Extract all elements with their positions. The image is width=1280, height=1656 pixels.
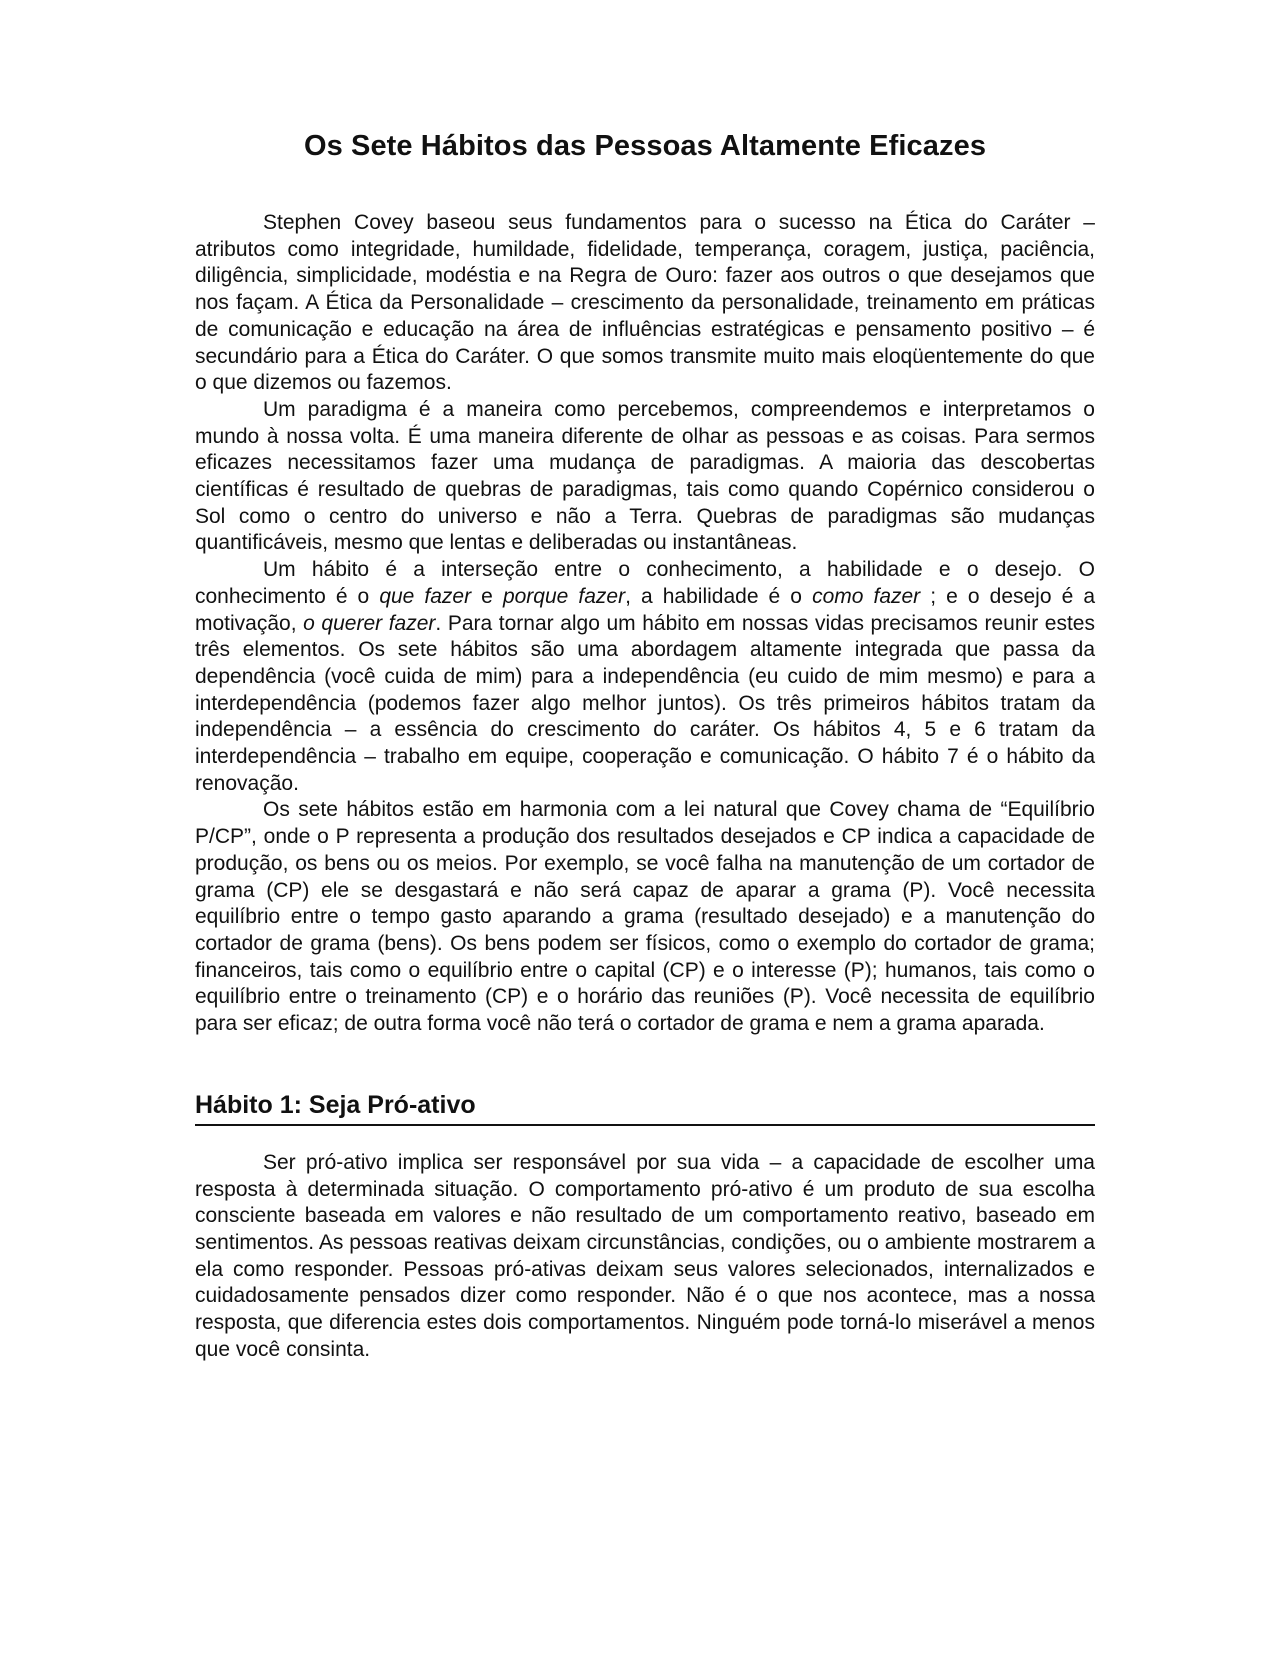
intro-body [195,210,1095,1038]
paragraph-text-segment: , a habilidade é o [625,584,813,608]
emphasis-como-fazer: como fazer [812,584,921,608]
paragraph-text-segment: . Para tornar algo um hábito em nossas vidas precisamos reunir estes três elementos. Os sete hábitos são uma abordagem altamente integrada que passa da dependência (você cuida de mim) para a independência (eu cuido de mim mesmo) e para a interdependência (podemos fazer algo melhor juntos). Os três primeiros hábitos tratam da independência – a essência do crescimento do caráter. Os hábitos 4, 5 e 6 tratam da interdependência – trabalho em equipe, cooperação e comunicação. O hábito 7 é o hábito da renovação. [195,611,1095,795]
emphasis-que-fazer: que fazer [379,584,472,608]
section-heading-habito-1: Hábito 1: Seja Pró-ativo [195,1088,1095,1126]
paragraph-paradigma: Um paradigma é a maneira como percebemos, compreendemos e interpretamos o mundo à nossa volta. É uma maneira diferente de olhar as pessoas e as coisas. Para sermos eficazes necessitamos fazer uma mudança de paradigmas. A maioria das descobertas científicas é resultado de quebras de paradigmas, tais como quando Copérnico considerou o Sol como o centro do universo e não a Terra. Quebras de paradigmas são mudanças quantificáveis, mesmo que lentas e deliberadas ou instantâneas. [195,397,1095,555]
paragraph-habito-definicao [195,557,1095,797]
paragraph-text-segment: ; e o desejo é a motivação, [195,584,1096,635]
document-page [195,126,1095,1363]
section-body-habito-1 [195,1150,1095,1364]
emphasis-querer-fazer: o querer fazer [303,611,436,635]
document-title: Os Sete Hábitos das Pessoas Altamente Eficazes [303,130,987,162]
emphasis-porque-fazer: porque fazer [502,584,626,608]
paragraph-pro-ativo: Ser pró-ativo implica ser responsável por sua vida – a capacidade de escolher uma resposta à determinada situação. O comportamento pró-ativo é um produto de sua escolha consciente baseada em valores e não resultado de um comportamento reativo, baseado em sentimentos. As pessoas reativas deixam circunstâncias, condições, ou o ambiente mostrarem a ela como responder. Pessoas pró-ativas deixam seus valores selecionados, internalizados e cuidadosamente pensados dizer como responder. Não é o que nos acontece, mas a nossa resposta, que diferencia estes dois comportamentos. Ninguém pode torná-lo miserável a menos que você consinta. [195,1150,1095,1361]
paragraph-equilibrio-pcp: Os sete hábitos estão em harmonia com a lei natural que Covey chama de “Equilíbrio P/CP”, onde o P representa a produção dos resultados desejados e CP indica a capacidade de produção, os bens ou os meios. Por exemplo, se você falha na manutenção de um cortador de grama (CP) ele se desgastará e não será capaz de aparar a grama (P). Você necessita equilíbrio entre o tempo gasto aparando a grama (resultado desejado) e a manutenção do cortador de grama (bens). Os bens podem ser físicos, como o exemplo do cortador de grama; financeiros, tais como o equilíbrio entre o capital (CP) e o interesse (P); humanos, tais como o equilíbrio entre o treinamento (CP) e o horário das reuniões (P). Você necessita de equilíbrio para ser eficaz; de outra forma você não terá o cortador de grama e nem a grama aparada. [195,798,1095,1036]
paragraph-text-segment: Um hábito é a interseção entre o conhecimento, a habilidade e o desejo. O conhecimento é o [195,558,1095,608]
paragraph-etica-carater: Stephen Covey baseou seus fundamentos para o sucesso na Ética do Caráter – atributos como integridade, humildade, fidelidade, temperança, coragem, justiça, paciência, diligência, simplicidade, modéstia e na Regra de Ouro: fazer aos outros o que desejamos que nos façam. A Ética da Personalidade – crescimento da personalidade, treinamento em práticas de comunicação e educação na área de influências estratégicas e pensamento positivo – é secundário para a Ética do Caráter. O que somos transmite muito mais eloqüentemente do que o que dizemos ou fazemos. [195,211,1095,395]
paragraph-text-segment: e [471,584,503,608]
